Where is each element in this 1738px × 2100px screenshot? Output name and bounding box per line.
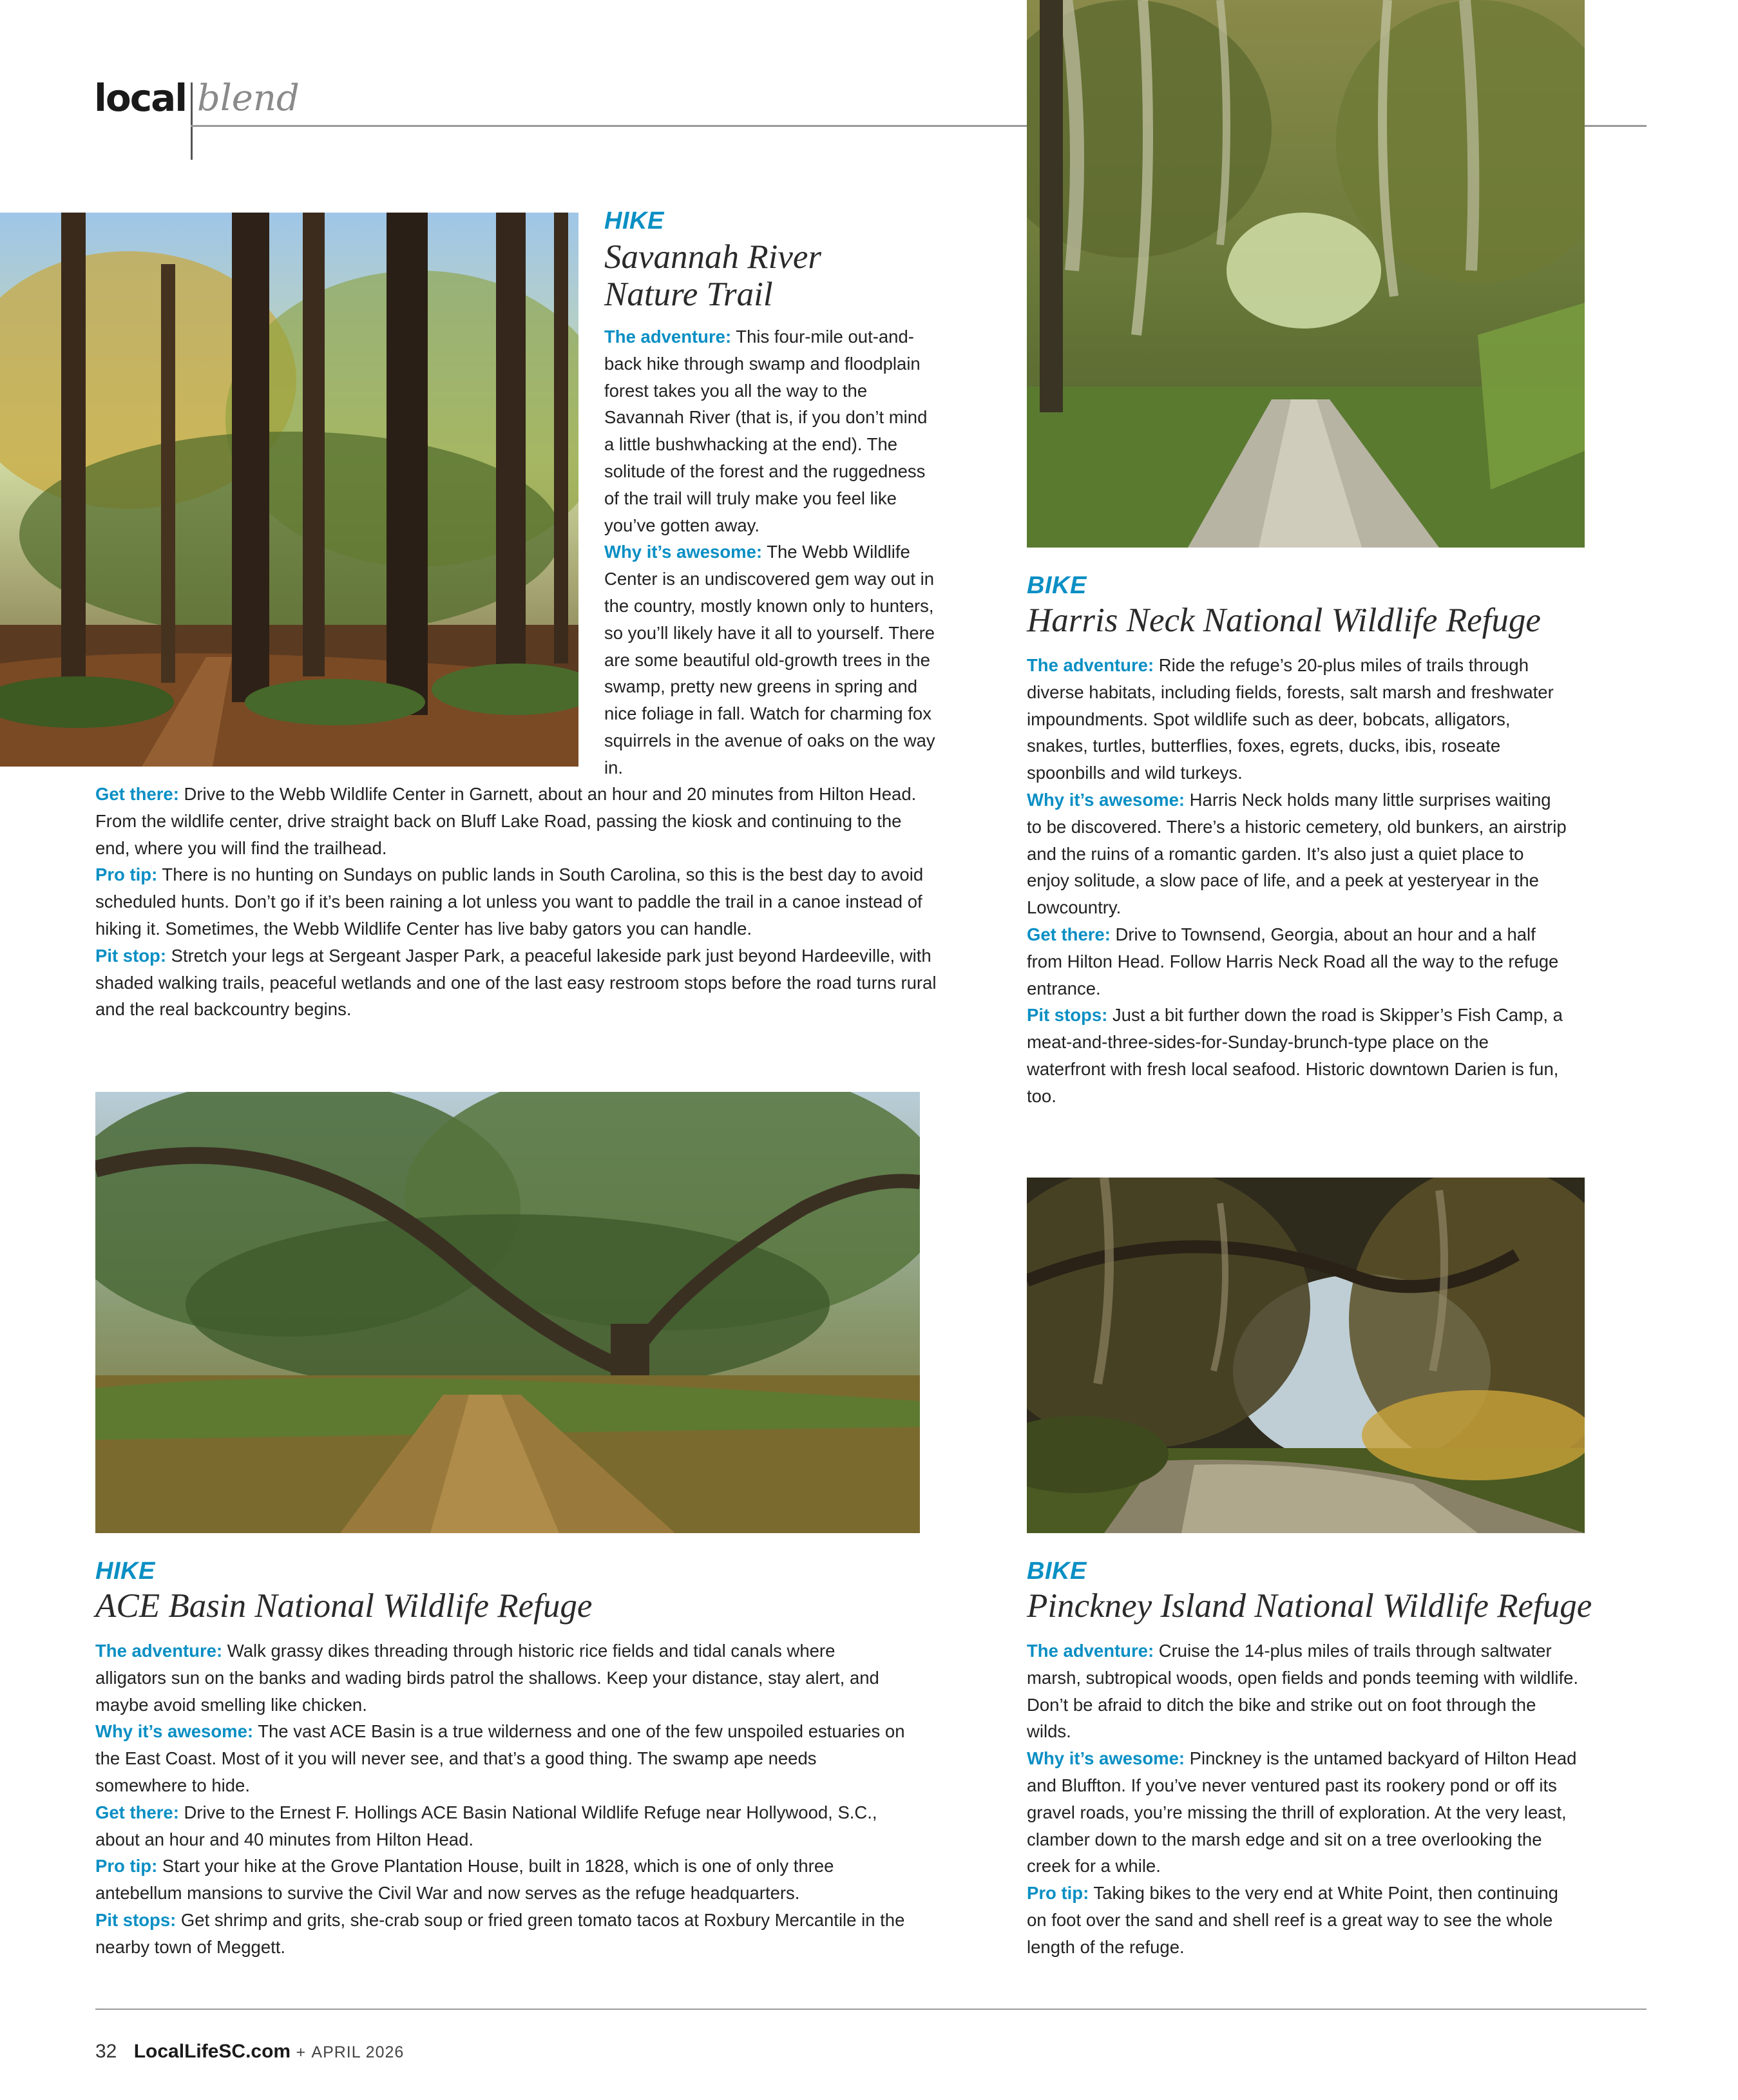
brand-logo: local (94, 76, 187, 120)
ace-stop-label: Pit stops: (95, 1909, 177, 1930)
ace-tip-text: Start your hike at the Grove Plantation House, built in 1828, which is one of only three antebellum mansions to survive the Civil War and now serves as the refuge headquarters. (95, 1856, 834, 1904)
harris-stop (1027, 1002, 1568, 1109)
ace-basin-photo (95, 1092, 920, 1533)
footer-separator: + (296, 2043, 307, 2061)
pinckney-adventure-label: The adventure: (1027, 1641, 1154, 1661)
ace-why-text: The vast ACE Basin is a true wilderness and one of the few unspoiled estuaries on the East Coast. Most of it you will never see, and that’s a good thing. The swamp ape needs somewhere to hide. (95, 1721, 905, 1795)
ace-tip (95, 1853, 907, 1907)
ace-adventure-text: Walk grassy dikes threading through historic rice fields and tidal canals where alligators sun on the banks and wading birds patrol the shallows. Keep your distance, stay alert, and maybe avoid smelling like chicken. (95, 1641, 879, 1715)
harris-adventure (1027, 652, 1568, 787)
savannah-get-text: Drive to the Webb Wildlife Center in Garnett, about an hour and 20 minutes from Hilton Head. From the wildlife center, drive straight back on Bluff Lake Road, passing the kiosk and continuing to the end, where you will find the trailhead. (95, 784, 917, 858)
savannah-adventure (604, 323, 939, 539)
savannah-lower-body (95, 781, 939, 1023)
ace-get (95, 1799, 907, 1853)
savannah-kicker: HIKE (604, 207, 664, 234)
savannah-stop-label: Pit stop: (95, 945, 166, 966)
pinckney-body (1027, 1637, 1581, 1961)
savannah-get-label: Get there: (95, 784, 179, 804)
harris-why (1027, 787, 1568, 921)
savannah-why-text: The Webb Wildlife Center is an undiscovered gem way out in the country, mostly known only to hunters, so you’ll likely have it all to yourself. There are some beautiful old-growth trees in the swamp, pretty new greens in spring and nice foliage in fall. Watch for charming fox squirrels in the avenue of oaks on the way in. (604, 542, 935, 778)
ace-why-label: Why it’s awesome: (95, 1721, 254, 1742)
harris-kicker: BIKE (1027, 572, 1087, 599)
savannah-adventure-text: This four-mile out-and-back hike through swamp and floodplain forest takes you all the way to the Savannah River (that is, if you don’t mind a little bushwhacking at the end). The solitude of the forest and the ruggedness of the trail will truly make you feel like you’ve gotten away. (604, 327, 928, 535)
pinckney-why (1027, 1745, 1581, 1880)
pinckney-tip-text: Taking bikes to the very end at White Point, then continuing on foot over the sand and shell reef is a great way to see the whole length of the refuge. (1027, 1883, 1558, 1957)
savannah-upper-body (604, 323, 939, 781)
harris-stop-label: Pit stops: (1027, 1005, 1108, 1026)
pinckney-island-photo (1027, 1178, 1585, 1533)
harris-stop-text: Just a bit further down the road is Skipper’s Fish Camp, a meat-and-three-sides-for-Sunday-brunch-type place on the waterfront with fresh local seafood. Historic downtown Darien is fun, too. (1027, 1005, 1563, 1106)
ace-stop (95, 1907, 907, 1961)
issue-date: APRIL 2026 (311, 2043, 405, 2061)
harris-adventure-text: Ride the refuge’s 20-plus miles of trails through diverse habitats, including fields, forests, salt marsh and freshwater impoundments. Spot wildlife such as deer, bobcats, alligators, snakes, turtles, butterflies, foxes, egrets, ducks, ibis, roseate spoonbills and wild turkeys. (1027, 655, 1554, 783)
pinckney-kicker: BIKE (1027, 1558, 1087, 1585)
savannah-why (604, 539, 939, 781)
pinckney-tip (1027, 1880, 1581, 1960)
harris-get-label: Get there: (1027, 924, 1111, 944)
savannah-adventure-label: The adventure: (604, 327, 732, 347)
pinckney-why-text: Pinckney is the untamed backyard of Hilton Head and Bluffton. If you’ve never ventured past its rookery pond or off its gravel roads, you’re missing the thrill of exploration. At the very least, clamber down to the marsh edge and sit on a tree overlooking the creek for a while. (1027, 1748, 1577, 1876)
ace-body (95, 1637, 907, 1961)
ace-tip-label: Pro tip: (95, 1856, 158, 1876)
savannah-title (604, 238, 821, 313)
page-footer (95, 2041, 404, 2063)
harris-get-text: Drive to Townsend, Georgia, about an hour and a half from Hilton Head. Follow Harris Neck Road all the way to the refuge entrance. (1027, 924, 1559, 998)
brand-divider (191, 82, 193, 160)
pinckney-tip-label: Pro tip: (1027, 1883, 1089, 1904)
savannah-tip (95, 861, 939, 942)
harris-body (1027, 652, 1568, 1110)
harris-neck-photo (1027, 0, 1585, 548)
page-number: 32 (95, 2041, 117, 2062)
pinckney-adventure (1027, 1637, 1581, 1745)
harris-why-label: Why it’s awesome: (1027, 789, 1185, 810)
ace-title: ACE Basin National Wildlife Refuge (95, 1587, 593, 1625)
pinckney-why-label: Why it’s awesome: (1027, 1748, 1185, 1769)
ace-get-text: Drive to the Ernest F. Hollings ACE Basin National Wildlife Refuge near Hollywood, S.C., about an hour and 40 minutes from Hilton Head. (95, 1802, 877, 1849)
savannah-forest-photo (0, 213, 578, 767)
pinckney-adventure-text: Cruise the 14-plus miles of trails through saltwater marsh, subtropical woods, open fields and ponds teeming with wildlife. Don’t be afraid to ditch the bike and strike out on foot through the wilds. (1027, 1641, 1579, 1742)
savannah-get (95, 781, 939, 861)
harris-why-text: Harris Neck holds many little surprises waiting to be discovered. There’s a historic cemetery, old bunkers, an airstrip and the ruins of a romantic garden. It’s also just a quiet place to enjoy solitude, a slow pace of life, and a peek at yesteryear in the Lowcountry. (1027, 789, 1567, 918)
ace-stop-text: Get shrimp and grits, she-crab soup or fried green tomato tacos at Roxbury Mercantile in the nearby town of Meggett. (95, 1909, 905, 1957)
savannah-stop-text: Stretch your legs at Sergeant Jasper Park, a peaceful lakeside park just beyond Hardeeville, with shaded walking trails, peaceful wetlands and one of the last easy restroom stops before the road turns rural and the real backcountry begins. (95, 945, 937, 1020)
savannah-tip-text: There is no hunting on Sundays on public lands in South Carolina, so this is the best day to avoid scheduled hunts. Don’t go if it’s been raining a lot unless you want to paddle the trail in a canoe instead of hiking it. Sometimes, the Webb Wildlife Center has live baby gators you can handle. (95, 864, 924, 939)
ace-why (95, 1718, 907, 1799)
ace-get-label: Get there: (95, 1802, 179, 1822)
ace-kicker: HIKE (95, 1558, 155, 1585)
footer-rule (95, 2009, 1647, 2010)
savannah-why-label: Why it’s awesome: (604, 542, 763, 562)
ace-adventure (95, 1637, 907, 1718)
savannah-title-line1: Savannah River (604, 238, 822, 276)
savannah-title-line2: Nature Trail (604, 276, 773, 313)
pinckney-title: Pinckney Island National Wildlife Refuge (1027, 1587, 1592, 1625)
harris-adventure-label: The adventure: (1027, 655, 1154, 675)
harris-get (1027, 921, 1568, 1002)
section-name: blend (197, 77, 300, 119)
savannah-stop (95, 942, 939, 1023)
site-link[interactable]: LocalLifeSC.com (133, 2041, 291, 2062)
ace-adventure-label: The adventure: (95, 1641, 223, 1661)
savannah-tip-label: Pro tip: (95, 864, 158, 885)
harris-title: Harris Neck National Wildlife Refuge (1027, 602, 1541, 639)
